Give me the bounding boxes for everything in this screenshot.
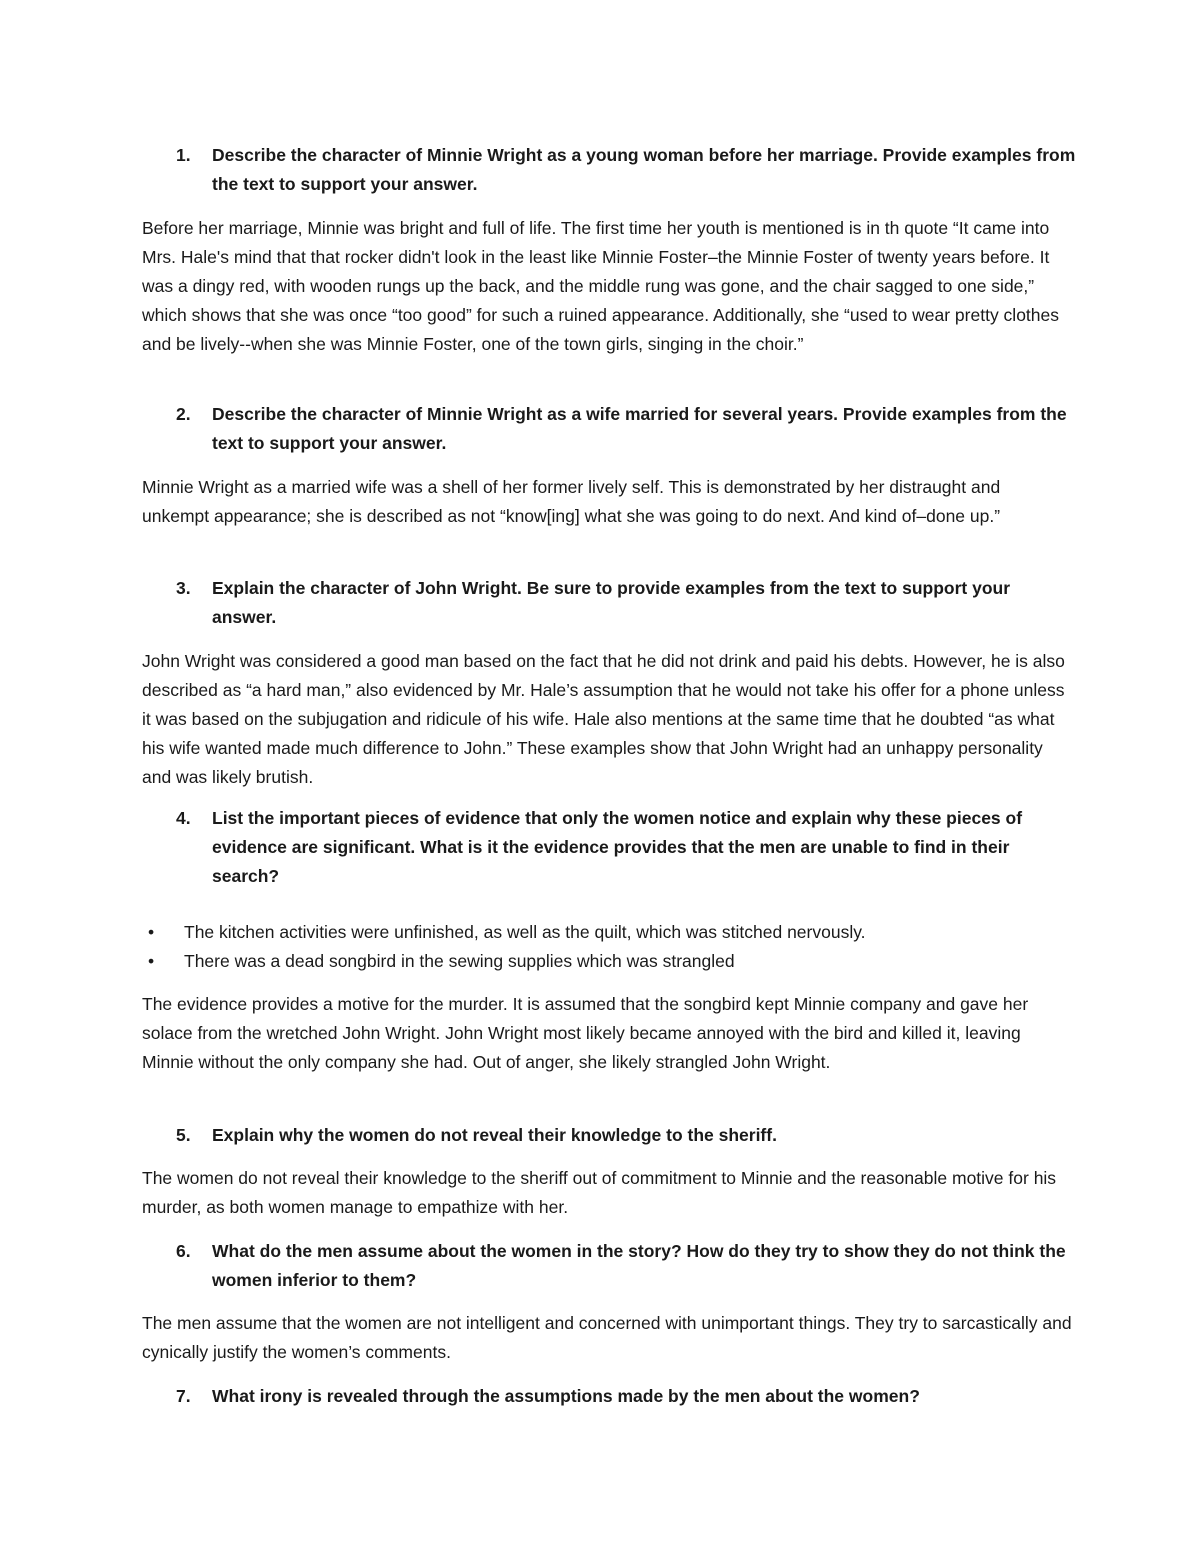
- list-item-text: There was a dead songbird in the sewing supplies which was strangled: [184, 951, 735, 971]
- question-number: 1.: [176, 145, 191, 165]
- question-text: Describe the character of Minnie Wright as a wife married for several years. Provide examples from the text to support your answer.: [212, 404, 1067, 453]
- question-4: [176, 804, 1076, 891]
- question-number: 5.: [176, 1125, 191, 1145]
- list-item: [142, 918, 1072, 947]
- answer-1: Before her marriage, Minnie was bright and full of life. The first time her youth is mentioned is in th quote “It came into Mrs. Hale's mind that that rocker didn't look in the least like Minnie Foster–the Minnie Foster of twenty years before. It was a dingy red, with wooden rungs up the back, and the middle rung was gone, and the chair sagged to one side,” which shows that she was once “too good” for such a ruined appearance. Additionally, she “used to wear pretty clothes and be lively--when she was Minnie Foster, one of the town girls, singing in the choir.”: [142, 218, 1060, 354]
- question-text: What irony is revealed through the assumptions made by the men about the women?: [212, 1386, 920, 1406]
- question-2: [176, 400, 1076, 458]
- question-3: [176, 574, 1076, 632]
- question-number: 6.: [176, 1241, 191, 1261]
- bullet-icon: •: [148, 951, 155, 971]
- question-7: [176, 1382, 1076, 1411]
- question-5: [176, 1121, 1076, 1150]
- question-number: 7.: [176, 1386, 191, 1406]
- list-item-text: The kitchen activities were unfinished, as well as the quilt, which was stitched nervously.: [184, 922, 866, 942]
- question-text: Explain why the women do not reveal their knowledge to the sheriff.: [212, 1125, 777, 1145]
- question-text: What do the men assume about the women in the story? How do they try to show they do not think the women inferior to them?: [212, 1241, 1066, 1290]
- answer-3: John Wright was considered a good man based on the fact that he did not drink and paid his debts. However, he is also described as “a hard man,” also evidenced by Mr. Hale’s assumption that he would not take his offer for a phone unless it was based on the subjugation and ridicule of his wife. Hale also mentions at the same time that he doubted “as what his wife wanted made much difference to John.” These examples show that John Wright had an unhappy personality and was likely brutish.: [142, 651, 1065, 787]
- answer-6: The men assume that the women are not intelligent and concerned with unimportant things. They try to sarcastically and cynically justify the women’s comments.: [142, 1313, 1072, 1362]
- question-text: List the important pieces of evidence that only the women notice and explain why these pieces of evidence are significant. What is it the evidence provides that the men are unable to find in their search?: [212, 808, 1023, 886]
- question-text: Describe the character of Minnie Wright as a young woman before her marriage. Provide examples from the text to support your answer.: [212, 145, 1076, 194]
- list-item: [142, 947, 1072, 976]
- question-text: Explain the character of John Wright. Be sure to provide examples from the text to support your answer.: [212, 578, 1011, 627]
- question-number: 2.: [176, 404, 191, 424]
- bullet-icon: •: [148, 922, 155, 942]
- question-1: [176, 141, 1076, 199]
- answer-2: Minnie Wright as a married wife was a shell of her former lively self. This is demonstrated by her distraught and unkempt appearance; she is described as not “know[ing] what she was going to do next. And kind of–done up.”: [142, 477, 1001, 526]
- answer-5: The women do not reveal their knowledge to the sheriff out of commitment to Minnie and the reasonable motive for his murder, as both women manage to empathize with her.: [142, 1168, 1057, 1217]
- evidence-list: [142, 918, 1072, 976]
- question-6: [176, 1237, 1076, 1295]
- answer-4: The evidence provides a motive for the murder. It is assumed that the songbird kept Minnie company and gave her solace from the wretched John Wright. John Wright most likely became annoyed with the bird and killed it, leaving Minnie without the only company she had. Out of anger, she likely strangled John Wright.: [142, 994, 1029, 1072]
- question-number: 4.: [176, 808, 191, 828]
- question-number: 3.: [176, 578, 191, 598]
